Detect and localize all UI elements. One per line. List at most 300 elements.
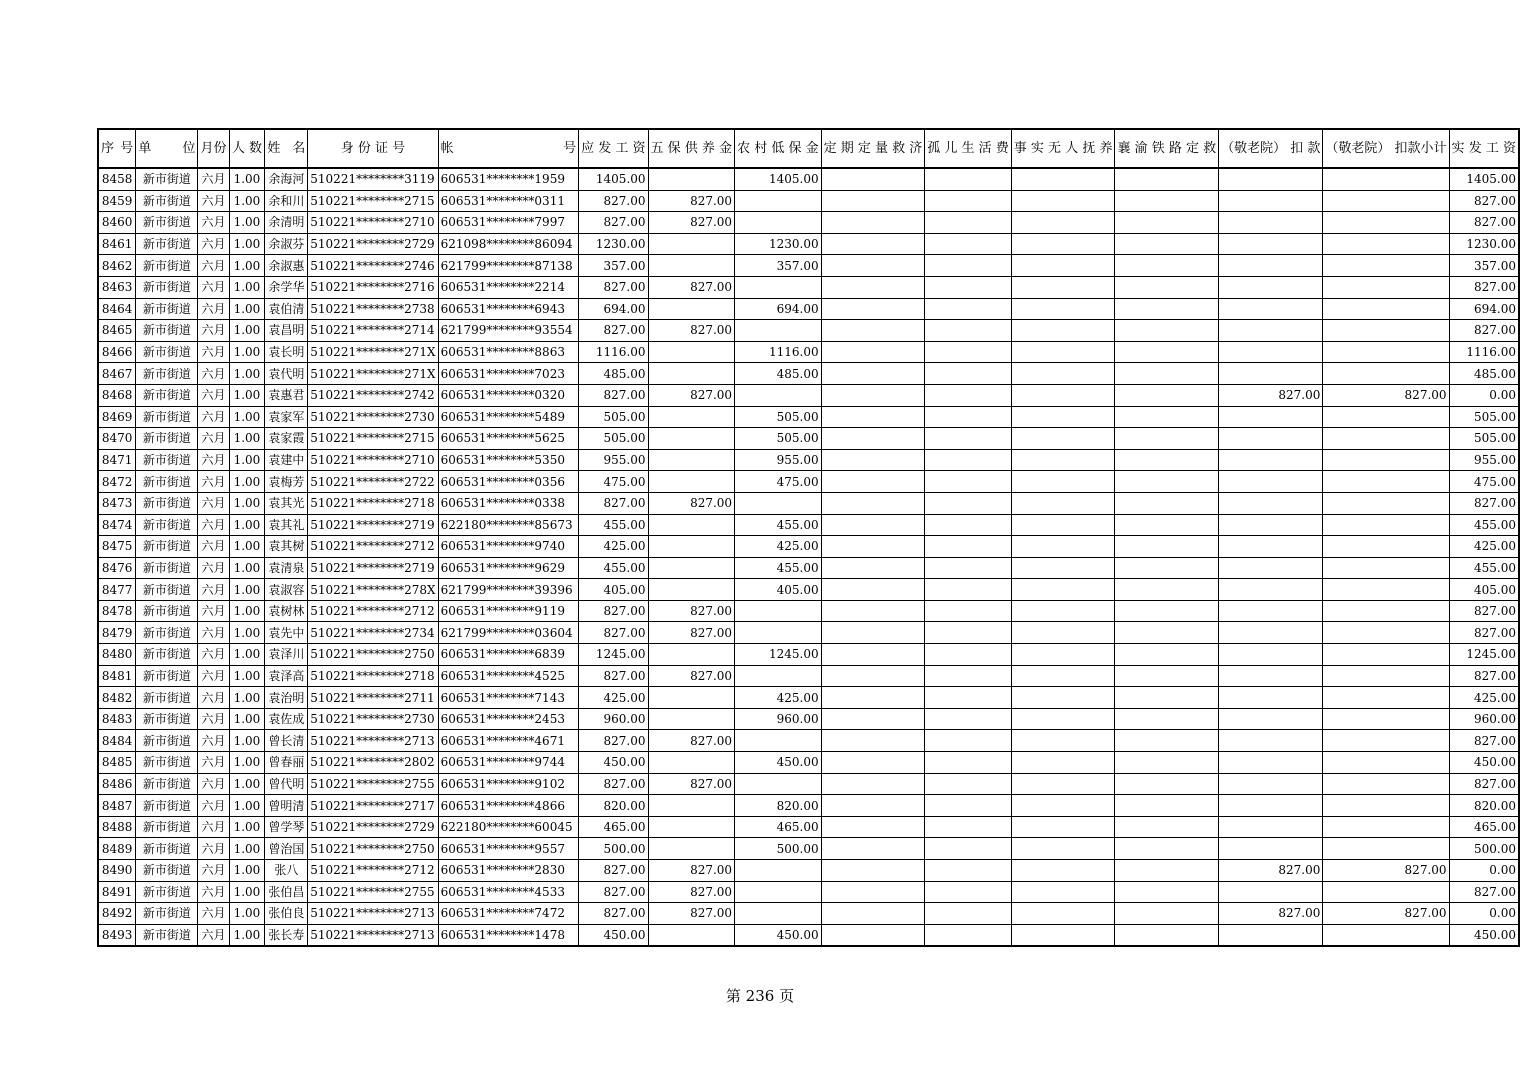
cell-month: 六月 [198, 600, 229, 622]
cell-wubao: 827.00 [648, 492, 735, 514]
cell-id: 510221********2710 [308, 449, 438, 471]
cell-kou1 [1219, 622, 1323, 644]
cell-id: 510221********2750 [308, 644, 438, 666]
cell-empty [821, 708, 925, 730]
cell-empty [1115, 190, 1219, 212]
table-row [98, 838, 1519, 860]
cell-seq: 8478 [98, 600, 136, 622]
cell-kou1 [1219, 168, 1323, 190]
cell-persons: 1.00 [229, 341, 265, 363]
cell-payable: 827.00 [579, 773, 648, 795]
cell-unit: 新市街道 [136, 816, 198, 838]
cell-name: 曾治国 [265, 838, 308, 860]
cell-id: 510221********2715 [308, 428, 438, 450]
cell-account: 606531********7143 [438, 687, 579, 709]
cell-empty [1115, 428, 1219, 450]
header-id: 身 份 证 号 [308, 129, 438, 168]
cell-seq: 8480 [98, 644, 136, 666]
cell-seq: 8468 [98, 384, 136, 406]
cell-payable: 827.00 [579, 860, 648, 882]
table-row [98, 449, 1519, 471]
cell-name: 袁梅芳 [265, 471, 308, 493]
cell-kou2 [1323, 406, 1449, 428]
header-payable: 应 发 工 资 [579, 129, 648, 168]
cell-name: 袁家军 [265, 406, 308, 428]
cell-empty [1011, 600, 1115, 622]
header-persons: 人 数 [229, 129, 265, 168]
cell-name: 袁淑容 [265, 579, 308, 601]
cell-empty [1011, 492, 1115, 514]
cell-empty [925, 860, 1012, 882]
cell-wubao [648, 168, 735, 190]
cell-kou2 [1323, 190, 1449, 212]
cell-account: 621098********86094 [438, 233, 579, 255]
table-row [98, 881, 1519, 903]
cell-wubao: 827.00 [648, 600, 735, 622]
cell-empty [1115, 860, 1219, 882]
cell-dibao: 465.00 [735, 816, 822, 838]
cell-month: 六月 [198, 384, 229, 406]
cell-month: 六月 [198, 492, 229, 514]
cell-empty [1115, 665, 1219, 687]
cell-kou1 [1219, 881, 1323, 903]
cell-empty [1115, 406, 1219, 428]
cell-kou1 [1219, 212, 1323, 234]
cell-payable: 1230.00 [579, 233, 648, 255]
cell-kou1 [1219, 406, 1323, 428]
cell-empty [821, 557, 925, 579]
cell-empty [821, 190, 925, 212]
cell-payable: 827.00 [579, 903, 648, 925]
cell-persons: 1.00 [229, 881, 265, 903]
cell-account: 606531********1959 [438, 168, 579, 190]
cell-account: 606531********9557 [438, 838, 579, 860]
cell-empty [1011, 752, 1115, 774]
cell-seq: 8483 [98, 708, 136, 730]
cell-name: 曾明清 [265, 795, 308, 817]
cell-persons: 1.00 [229, 600, 265, 622]
cell-id: 510221********2710 [308, 212, 438, 234]
cell-name: 张伯良 [265, 903, 308, 925]
cell-payable: 500.00 [579, 838, 648, 860]
cell-month: 六月 [198, 795, 229, 817]
table-row [98, 255, 1519, 277]
cell-persons: 1.00 [229, 665, 265, 687]
header-guer: 孤 儿 生 活 费 [925, 129, 1012, 168]
cell-kou2 [1323, 600, 1449, 622]
cell-kou1 [1219, 536, 1323, 558]
cell-month: 六月 [198, 471, 229, 493]
cell-kou1 [1219, 320, 1323, 342]
cell-kou1 [1219, 341, 1323, 363]
cell-payable: 827.00 [579, 600, 648, 622]
cell-wubao: 827.00 [648, 276, 735, 298]
cell-month: 六月 [198, 708, 229, 730]
cell-name: 袁佐成 [265, 708, 308, 730]
cell-name: 袁代明 [265, 363, 308, 385]
cell-wubao [648, 752, 735, 774]
cell-wubao [648, 406, 735, 428]
cell-empty [821, 406, 925, 428]
cell-empty [821, 644, 925, 666]
cell-name: 曾春丽 [265, 752, 308, 774]
cell-dibao [735, 276, 822, 298]
page-number: 第 236 页 [725, 987, 795, 1005]
cell-empty [925, 752, 1012, 774]
cell-name: 张伯昌 [265, 881, 308, 903]
cell-dibao: 500.00 [735, 838, 822, 860]
table-row [98, 212, 1519, 234]
cell-kou2 [1323, 708, 1449, 730]
cell-seq: 8473 [98, 492, 136, 514]
cell-seq: 8479 [98, 622, 136, 644]
cell-empty [1011, 428, 1115, 450]
cell-kou1 [1219, 816, 1323, 838]
header-actual: 实 发 工 资 [1449, 129, 1519, 168]
cell-empty [821, 881, 925, 903]
cell-kou1 [1219, 298, 1323, 320]
cell-unit: 新市街道 [136, 363, 198, 385]
cell-empty [821, 276, 925, 298]
cell-id: 510221********2729 [308, 233, 438, 255]
cell-unit: 新市街道 [136, 341, 198, 363]
table-row [98, 406, 1519, 428]
cell-persons: 1.00 [229, 708, 265, 730]
cell-account: 606531********9119 [438, 600, 579, 622]
cell-kou2: 827.00 [1323, 903, 1449, 925]
cell-wubao [648, 514, 735, 536]
cell-actual: 465.00 [1449, 816, 1519, 838]
cell-dibao: 405.00 [735, 579, 822, 601]
cell-wubao [648, 298, 735, 320]
cell-wubao [648, 255, 735, 277]
cell-empty [1011, 406, 1115, 428]
cell-dibao [735, 860, 822, 882]
cell-name: 袁惠君 [265, 384, 308, 406]
cell-unit: 新市街道 [136, 212, 198, 234]
cell-month: 六月 [198, 428, 229, 450]
cell-unit: 新市街道 [136, 924, 198, 946]
cell-id: 510221********271X [308, 363, 438, 385]
cell-id: 510221********2717 [308, 795, 438, 817]
header-account: 帐 号 [438, 129, 579, 168]
cell-seq: 8461 [98, 233, 136, 255]
cell-name: 曾代明 [265, 773, 308, 795]
cell-name: 张八 [265, 860, 308, 882]
cell-empty [821, 471, 925, 493]
cell-seq: 8484 [98, 730, 136, 752]
cell-dibao [735, 881, 822, 903]
cell-actual: 1230.00 [1449, 233, 1519, 255]
cell-payable: 694.00 [579, 298, 648, 320]
cell-persons: 1.00 [229, 622, 265, 644]
table-row [98, 557, 1519, 579]
cell-actual: 1405.00 [1449, 168, 1519, 190]
cell-kou2 [1323, 471, 1449, 493]
cell-dibao: 1116.00 [735, 341, 822, 363]
header-name: 姓 名 [265, 129, 308, 168]
cell-actual: 827.00 [1449, 320, 1519, 342]
cell-persons: 1.00 [229, 924, 265, 946]
header-shishi: 事 实 无 人 抚 养 [1011, 129, 1115, 168]
cell-empty [925, 665, 1012, 687]
cell-empty [1115, 708, 1219, 730]
cell-empty [1011, 255, 1115, 277]
cell-kou2 [1323, 536, 1449, 558]
cell-wubao [648, 816, 735, 838]
cell-empty [1115, 168, 1219, 190]
cell-empty [821, 514, 925, 536]
cell-dibao: 820.00 [735, 795, 822, 817]
cell-month: 六月 [198, 752, 229, 774]
cell-empty [1115, 816, 1219, 838]
cell-kou1 [1219, 471, 1323, 493]
cell-id: 510221********2738 [308, 298, 438, 320]
cell-month: 六月 [198, 730, 229, 752]
cell-payable: 827.00 [579, 276, 648, 298]
cell-kou1 [1219, 773, 1323, 795]
cell-actual: 450.00 [1449, 924, 1519, 946]
cell-actual: 820.00 [1449, 795, 1519, 817]
cell-persons: 1.00 [229, 492, 265, 514]
cell-name: 余淑惠 [265, 255, 308, 277]
cell-actual: 960.00 [1449, 708, 1519, 730]
cell-kou2 [1323, 773, 1449, 795]
cell-id: 510221********2755 [308, 881, 438, 903]
cell-empty [925, 773, 1012, 795]
cell-unit: 新市街道 [136, 428, 198, 450]
cell-actual: 455.00 [1449, 557, 1519, 579]
cell-empty [925, 212, 1012, 234]
cell-empty [1011, 622, 1115, 644]
cell-empty [1011, 168, 1115, 190]
cell-account: 606531********8863 [438, 341, 579, 363]
cell-unit: 新市街道 [136, 708, 198, 730]
cell-account: 606531********4525 [438, 665, 579, 687]
cell-id: 510221********2755 [308, 773, 438, 795]
cell-actual: 485.00 [1449, 363, 1519, 385]
cell-kou2 [1323, 665, 1449, 687]
cell-unit: 新市街道 [136, 536, 198, 558]
cell-persons: 1.00 [229, 536, 265, 558]
cell-unit: 新市街道 [136, 644, 198, 666]
cell-kou2 [1323, 492, 1449, 514]
cell-month: 六月 [198, 557, 229, 579]
cell-month: 六月 [198, 644, 229, 666]
cell-wubao: 827.00 [648, 320, 735, 342]
cell-id: 510221********278X [308, 579, 438, 601]
cell-account: 606531********6839 [438, 644, 579, 666]
cell-kou1 [1219, 730, 1323, 752]
cell-empty [1011, 708, 1115, 730]
cell-unit: 新市街道 [136, 190, 198, 212]
cell-month: 六月 [198, 341, 229, 363]
cell-empty [1115, 644, 1219, 666]
cell-name: 余海河 [265, 168, 308, 190]
cell-account: 621799********93554 [438, 320, 579, 342]
cell-actual: 827.00 [1449, 622, 1519, 644]
cell-unit: 新市街道 [136, 514, 198, 536]
cell-empty [925, 428, 1012, 450]
cell-account: 606531********4866 [438, 795, 579, 817]
cell-wubao [648, 924, 735, 946]
cell-id: 510221********2714 [308, 320, 438, 342]
table-row [98, 795, 1519, 817]
cell-empty [925, 298, 1012, 320]
cell-kou1 [1219, 838, 1323, 860]
cell-month: 六月 [198, 687, 229, 709]
cell-actual: 1116.00 [1449, 341, 1519, 363]
cell-persons: 1.00 [229, 471, 265, 493]
cell-persons: 1.00 [229, 687, 265, 709]
cell-dibao: 505.00 [735, 406, 822, 428]
cell-wubao [648, 428, 735, 450]
table-row [98, 363, 1519, 385]
cell-dibao [735, 622, 822, 644]
cell-dibao [735, 492, 822, 514]
cell-actual: 827.00 [1449, 492, 1519, 514]
cell-payable: 1116.00 [579, 341, 648, 363]
cell-wubao: 827.00 [648, 730, 735, 752]
cell-unit: 新市街道 [136, 492, 198, 514]
cell-empty [925, 816, 1012, 838]
cell-id: 510221********2719 [308, 557, 438, 579]
cell-empty [821, 622, 925, 644]
cell-month: 六月 [198, 363, 229, 385]
cell-persons: 1.00 [229, 860, 265, 882]
table-row [98, 471, 1519, 493]
cell-month: 六月 [198, 406, 229, 428]
cell-month: 六月 [198, 816, 229, 838]
cell-dibao: 485.00 [735, 363, 822, 385]
cell-id: 510221********2746 [308, 255, 438, 277]
cell-empty [925, 579, 1012, 601]
cell-actual: 425.00 [1449, 536, 1519, 558]
cell-id: 510221********2729 [308, 816, 438, 838]
cell-kou1 [1219, 276, 1323, 298]
cell-empty [925, 644, 1012, 666]
cell-account: 606531********2214 [438, 276, 579, 298]
cell-actual: 405.00 [1449, 579, 1519, 601]
cell-payable: 827.00 [579, 881, 648, 903]
cell-unit: 新市街道 [136, 795, 198, 817]
cell-month: 六月 [198, 514, 229, 536]
cell-empty [1011, 687, 1115, 709]
cell-actual: 827.00 [1449, 276, 1519, 298]
cell-persons: 1.00 [229, 730, 265, 752]
cell-seq: 8488 [98, 816, 136, 838]
cell-empty [925, 168, 1012, 190]
cell-kou2 [1323, 428, 1449, 450]
cell-wubao [648, 233, 735, 255]
cell-kou2 [1323, 924, 1449, 946]
cell-kou2: 827.00 [1323, 860, 1449, 882]
cell-empty [1011, 773, 1115, 795]
cell-id: 510221********2750 [308, 838, 438, 860]
cell-payable: 425.00 [579, 687, 648, 709]
table-row [98, 579, 1519, 601]
cell-kou1 [1219, 644, 1323, 666]
cell-empty [1115, 838, 1219, 860]
cell-empty [1011, 384, 1115, 406]
cell-persons: 1.00 [229, 838, 265, 860]
cell-kou1 [1219, 428, 1323, 450]
cell-unit: 新市街道 [136, 838, 198, 860]
cell-dibao: 505.00 [735, 428, 822, 450]
cell-wubao: 827.00 [648, 860, 735, 882]
cell-empty [1011, 514, 1115, 536]
cell-kou1 [1219, 492, 1323, 514]
cell-empty [1011, 341, 1115, 363]
cell-name: 袁树林 [265, 600, 308, 622]
cell-unit: 新市街道 [136, 687, 198, 709]
cell-id: 510221********2715 [308, 190, 438, 212]
cell-persons: 1.00 [229, 644, 265, 666]
cell-actual: 0.00 [1449, 903, 1519, 925]
table-row [98, 752, 1519, 774]
cell-wubao [648, 557, 735, 579]
cell-kou1 [1219, 924, 1323, 946]
cell-dibao: 455.00 [735, 514, 822, 536]
cell-empty [1115, 795, 1219, 817]
cell-month: 六月 [198, 449, 229, 471]
cell-id: 510221********2716 [308, 276, 438, 298]
cell-kou1 [1219, 449, 1323, 471]
cell-actual: 827.00 [1449, 190, 1519, 212]
table-row [98, 644, 1519, 666]
table-row [98, 860, 1519, 882]
cell-empty [1115, 600, 1219, 622]
cell-account: 606531********4533 [438, 881, 579, 903]
cell-month: 六月 [198, 190, 229, 212]
cell-kou2 [1323, 816, 1449, 838]
cell-kou2 [1323, 276, 1449, 298]
cell-empty [925, 838, 1012, 860]
cell-actual: 505.00 [1449, 406, 1519, 428]
cell-kou2 [1323, 795, 1449, 817]
cell-id: 510221********2722 [308, 471, 438, 493]
cell-unit: 新市街道 [136, 557, 198, 579]
cell-kou2 [1323, 881, 1449, 903]
cell-actual: 0.00 [1449, 860, 1519, 882]
cell-seq: 8482 [98, 687, 136, 709]
cell-unit: 新市街道 [136, 276, 198, 298]
cell-wubao: 827.00 [648, 190, 735, 212]
header-dibao: 农 村 低 保 金 [735, 129, 822, 168]
cell-kou1 [1219, 600, 1323, 622]
cell-actual: 827.00 [1449, 665, 1519, 687]
header-seq: 序 号 [98, 129, 136, 168]
cell-id: 510221********2713 [308, 924, 438, 946]
cell-empty [821, 860, 925, 882]
cell-empty [821, 687, 925, 709]
cell-kou1 [1219, 752, 1323, 774]
cell-account: 606531********5489 [438, 406, 579, 428]
cell-payable: 465.00 [579, 816, 648, 838]
table-row [98, 816, 1519, 838]
cell-empty [925, 536, 1012, 558]
cell-name: 袁长明 [265, 341, 308, 363]
cell-month: 六月 [198, 860, 229, 882]
cell-payable: 955.00 [579, 449, 648, 471]
cell-payable: 820.00 [579, 795, 648, 817]
cell-seq: 8485 [98, 752, 136, 774]
cell-payable: 425.00 [579, 536, 648, 558]
cell-dibao: 455.00 [735, 557, 822, 579]
cell-seq: 8464 [98, 298, 136, 320]
cell-account: 606531********7472 [438, 903, 579, 925]
cell-wubao: 827.00 [648, 622, 735, 644]
